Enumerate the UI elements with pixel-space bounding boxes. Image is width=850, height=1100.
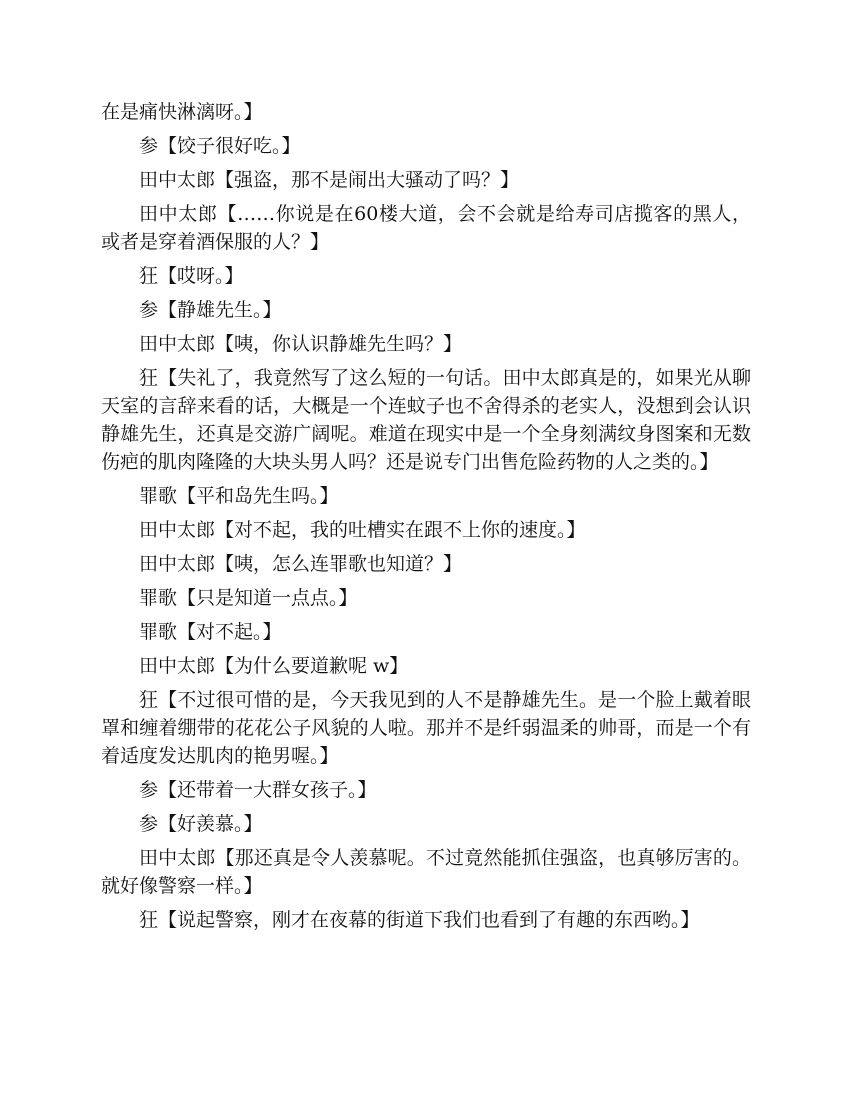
- paragraph: 狂【哎呀。】: [139, 265, 244, 287]
- paragraph: 罪歌【对不起。】: [139, 621, 282, 643]
- paragraph: 田中太郎【咦，怎么连罪歌也知道？】: [139, 553, 463, 575]
- paragraph: 参【好羡慕。】: [139, 813, 263, 835]
- paragraph: 田中太郎【……你说是在60楼大道，会不会就是给寿司店揽客的黑人，或者是穿着酒保服的人？】: [101, 203, 751, 253]
- paragraph: 参【饺子很好吃。】: [139, 135, 301, 157]
- paragraph: 田中太郎【那还真是令人羡慕呢。不过竟然能抓住强盗，也真够厉害的。就好像警察一样。】: [101, 847, 751, 897]
- paragraph: 参【静雄先生。】: [139, 299, 282, 321]
- paragraph: 狂【失礼了，我竟然写了这么短的一句话。田中太郎真是的，如果光从聊天室的言辞来看的话，大概是一个连蚊子也不舍得杀的老实人，没想到会认识静雄先生，还真是交游广阔呢。难道在现实中是一个全身刻满纹身图案和无数伤疤的肌肉隆隆的大块头男人吗？还是说专门出售危险药物的人之类的。】: [101, 367, 751, 473]
- paragraph: 罪歌【平和岛先生吗。】: [139, 485, 339, 507]
- paragraph: 狂【说起警察，刚才在夜幕的街道下我们也看到了有趣的东西哟。】: [139, 909, 700, 931]
- paragraph: 参【还带着一大群女孩子。】: [139, 779, 377, 801]
- document-page: [101, 98, 751, 940]
- paragraph: 田中太郎【咦，你认识静雄先生吗？】: [139, 333, 463, 355]
- paragraph: 田中太郎【强盗，那不是闹出大骚动了吗？】: [139, 169, 520, 191]
- paragraph: 田中太郎【对不起，我的吐槽实在跟不上你的速度。】: [139, 519, 586, 541]
- paragraph: 田中太郎【为什么要道歉呢 w】: [139, 655, 409, 677]
- paragraph: 罪歌【只是知道一点点。】: [139, 587, 358, 609]
- paragraph: 在是痛快淋漓呀。】: [101, 101, 263, 123]
- paragraph: 狂【不过很可惜的是，今天我见到的人不是静雄先生。是一个脸上戴着眼罩和缠着绷带的花花公子风貌的人啦。那并不是纤弱温柔的帅哥，而是一个有着适度发达肌肉的艳男喔。】: [101, 689, 751, 767]
